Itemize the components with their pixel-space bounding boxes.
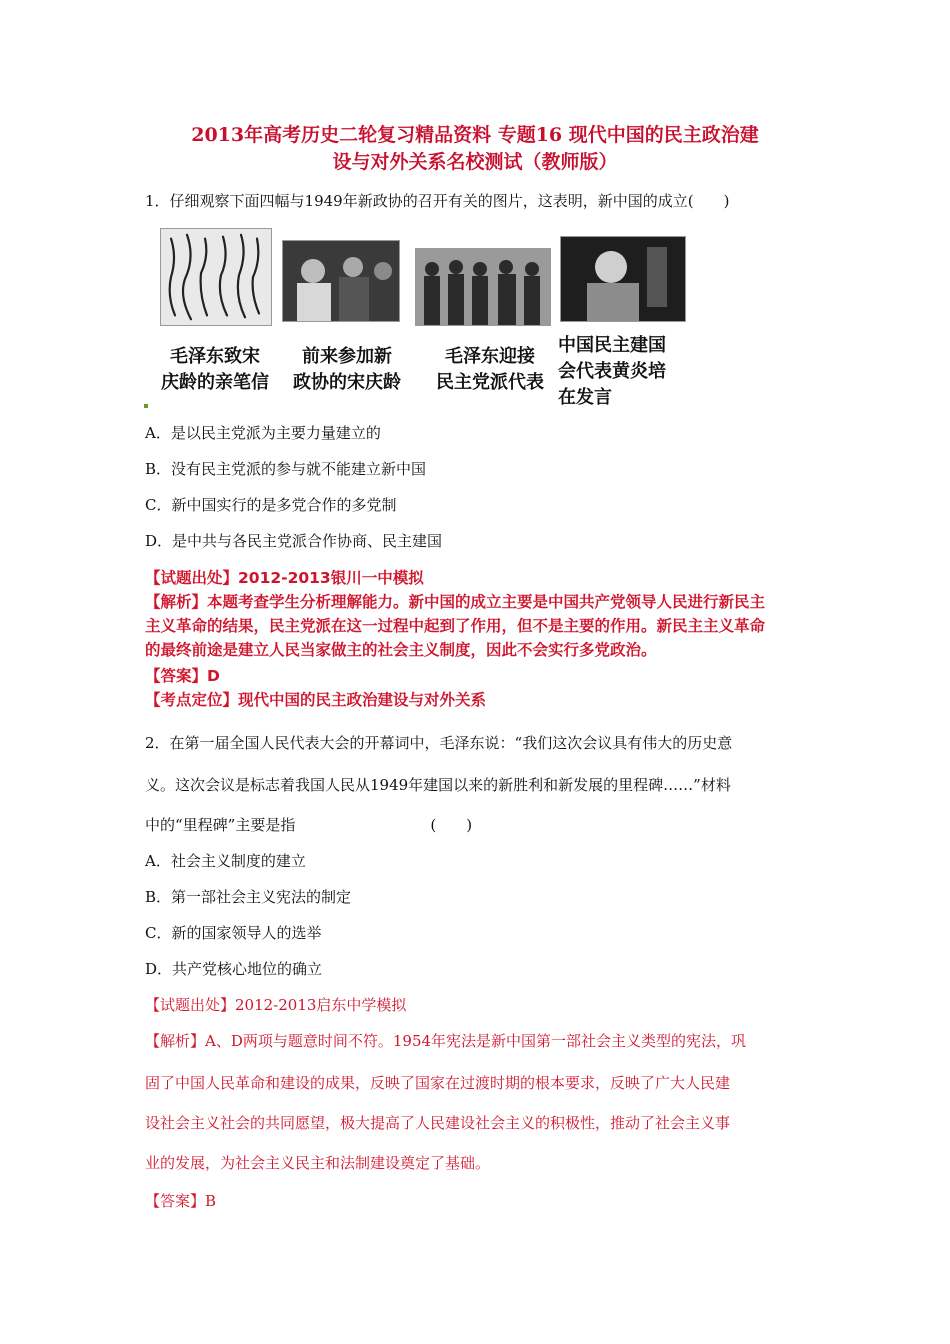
q1-option-d: D．是中共与各民主党派合作协商、民主建国: [145, 532, 443, 550]
q1-stem: 1．仔细观察下面四幅与1949年新政协的召开有关的图片，这表明，新中国的成立( ): [145, 192, 730, 210]
title-line-2: 设与对外关系名校测试（教师版）: [332, 151, 618, 173]
q2-option-d: D．共产党核心地位的确立: [145, 960, 323, 978]
q1-source: 【试题出处】2012-2013银川一中模拟: [145, 569, 424, 587]
q2-analysis-line-2: 固了中国人民革命和建设的成果，反映了国家在过渡时期的根本要求，反映了广大人民建: [145, 1074, 731, 1092]
photo-mao-greeting-delegates: [415, 248, 551, 326]
page-title: [120, 122, 830, 176]
stray-dot: [144, 404, 148, 408]
q2-answer: 【答案】B: [145, 1192, 217, 1210]
q1-analysis-line-1: 【解析】本题考查学生分析理解能力。新中国的成立主要是中国共产党领导人民进行新民主: [145, 593, 766, 611]
q1-photo-strip: [160, 230, 700, 330]
photo-soong-ching-ling: [282, 240, 400, 322]
q2-analysis-line-4: 业的发展，为社会主义民主和法制建设奠定了基础。: [145, 1154, 491, 1172]
q1-option-b: B．没有民主党派的参与就不能建立新中国: [145, 460, 427, 478]
q2-stem-line-2: 义。这次会议是标志着我国人民从1949年建国以来的新胜利和新发展的里程碑……”材料: [145, 776, 731, 794]
q2-stem-line-3: 中的“里程碑”主要是指 ( ): [145, 816, 473, 834]
q2-option-b: B．第一部社会主义宪法的制定: [145, 888, 352, 906]
q2-option-a: A．社会主义制度的建立: [145, 852, 306, 870]
q1-point: 【考点定位】现代中国的民主政治建设与对外关系: [145, 691, 487, 709]
q1-analysis-line-3: 的最终前途是建立人民当家做主的社会主义制度，因此不会实行多党政治。: [145, 641, 657, 659]
caption-3: 毛泽东迎接 民主党派代表: [436, 346, 544, 393]
caption-4: 中国民主建国 会代表黄炎培 在发言: [558, 335, 666, 408]
q2-analysis-line-3: 设社会主义社会的共同愿望，极大提高了人民建设社会主义的积极性，推动了社会主义事: [145, 1114, 731, 1132]
caption-1: 毛泽东致宋 庆龄的亲笔信: [161, 346, 269, 393]
q1-analysis-line-2: 主义革命的结果，民主党派在这一过程中起到了作用，但不是主要的作用。新民主主义革命: [145, 617, 766, 635]
q2-option-c: C．新的国家领导人的选举: [145, 924, 322, 942]
photo-handwritten-letter: [160, 228, 272, 326]
title-line-1: 2013年高考历史二轮复习精品资料 专题16 现代中国的民主政治建: [191, 124, 759, 146]
caption-2: 前来参加新 政协的宋庆龄: [293, 346, 401, 393]
q2-stem-line-1: 2．在第一届全国人民代表大会的开幕词中，毛泽东说：“我们这次会议具有伟大的历史意: [145, 734, 733, 752]
q1-option-c: C．新中国实行的是多党合作的多党制: [145, 496, 397, 514]
q1-option-a: A．是以民主党派为主要力量建立的: [145, 424, 381, 442]
photo-huang-yanpei-speech: [560, 236, 686, 322]
q1-answer: 【答案】D: [145, 667, 220, 685]
q2-source: 【试题出处】2012-2013启东中学模拟: [145, 996, 407, 1014]
q2-analysis-line-1: 【解析】A、D两项与题意时间不符。1954年宪法是新中国第一部社会主义类型的宪法，巩: [145, 1032, 747, 1050]
